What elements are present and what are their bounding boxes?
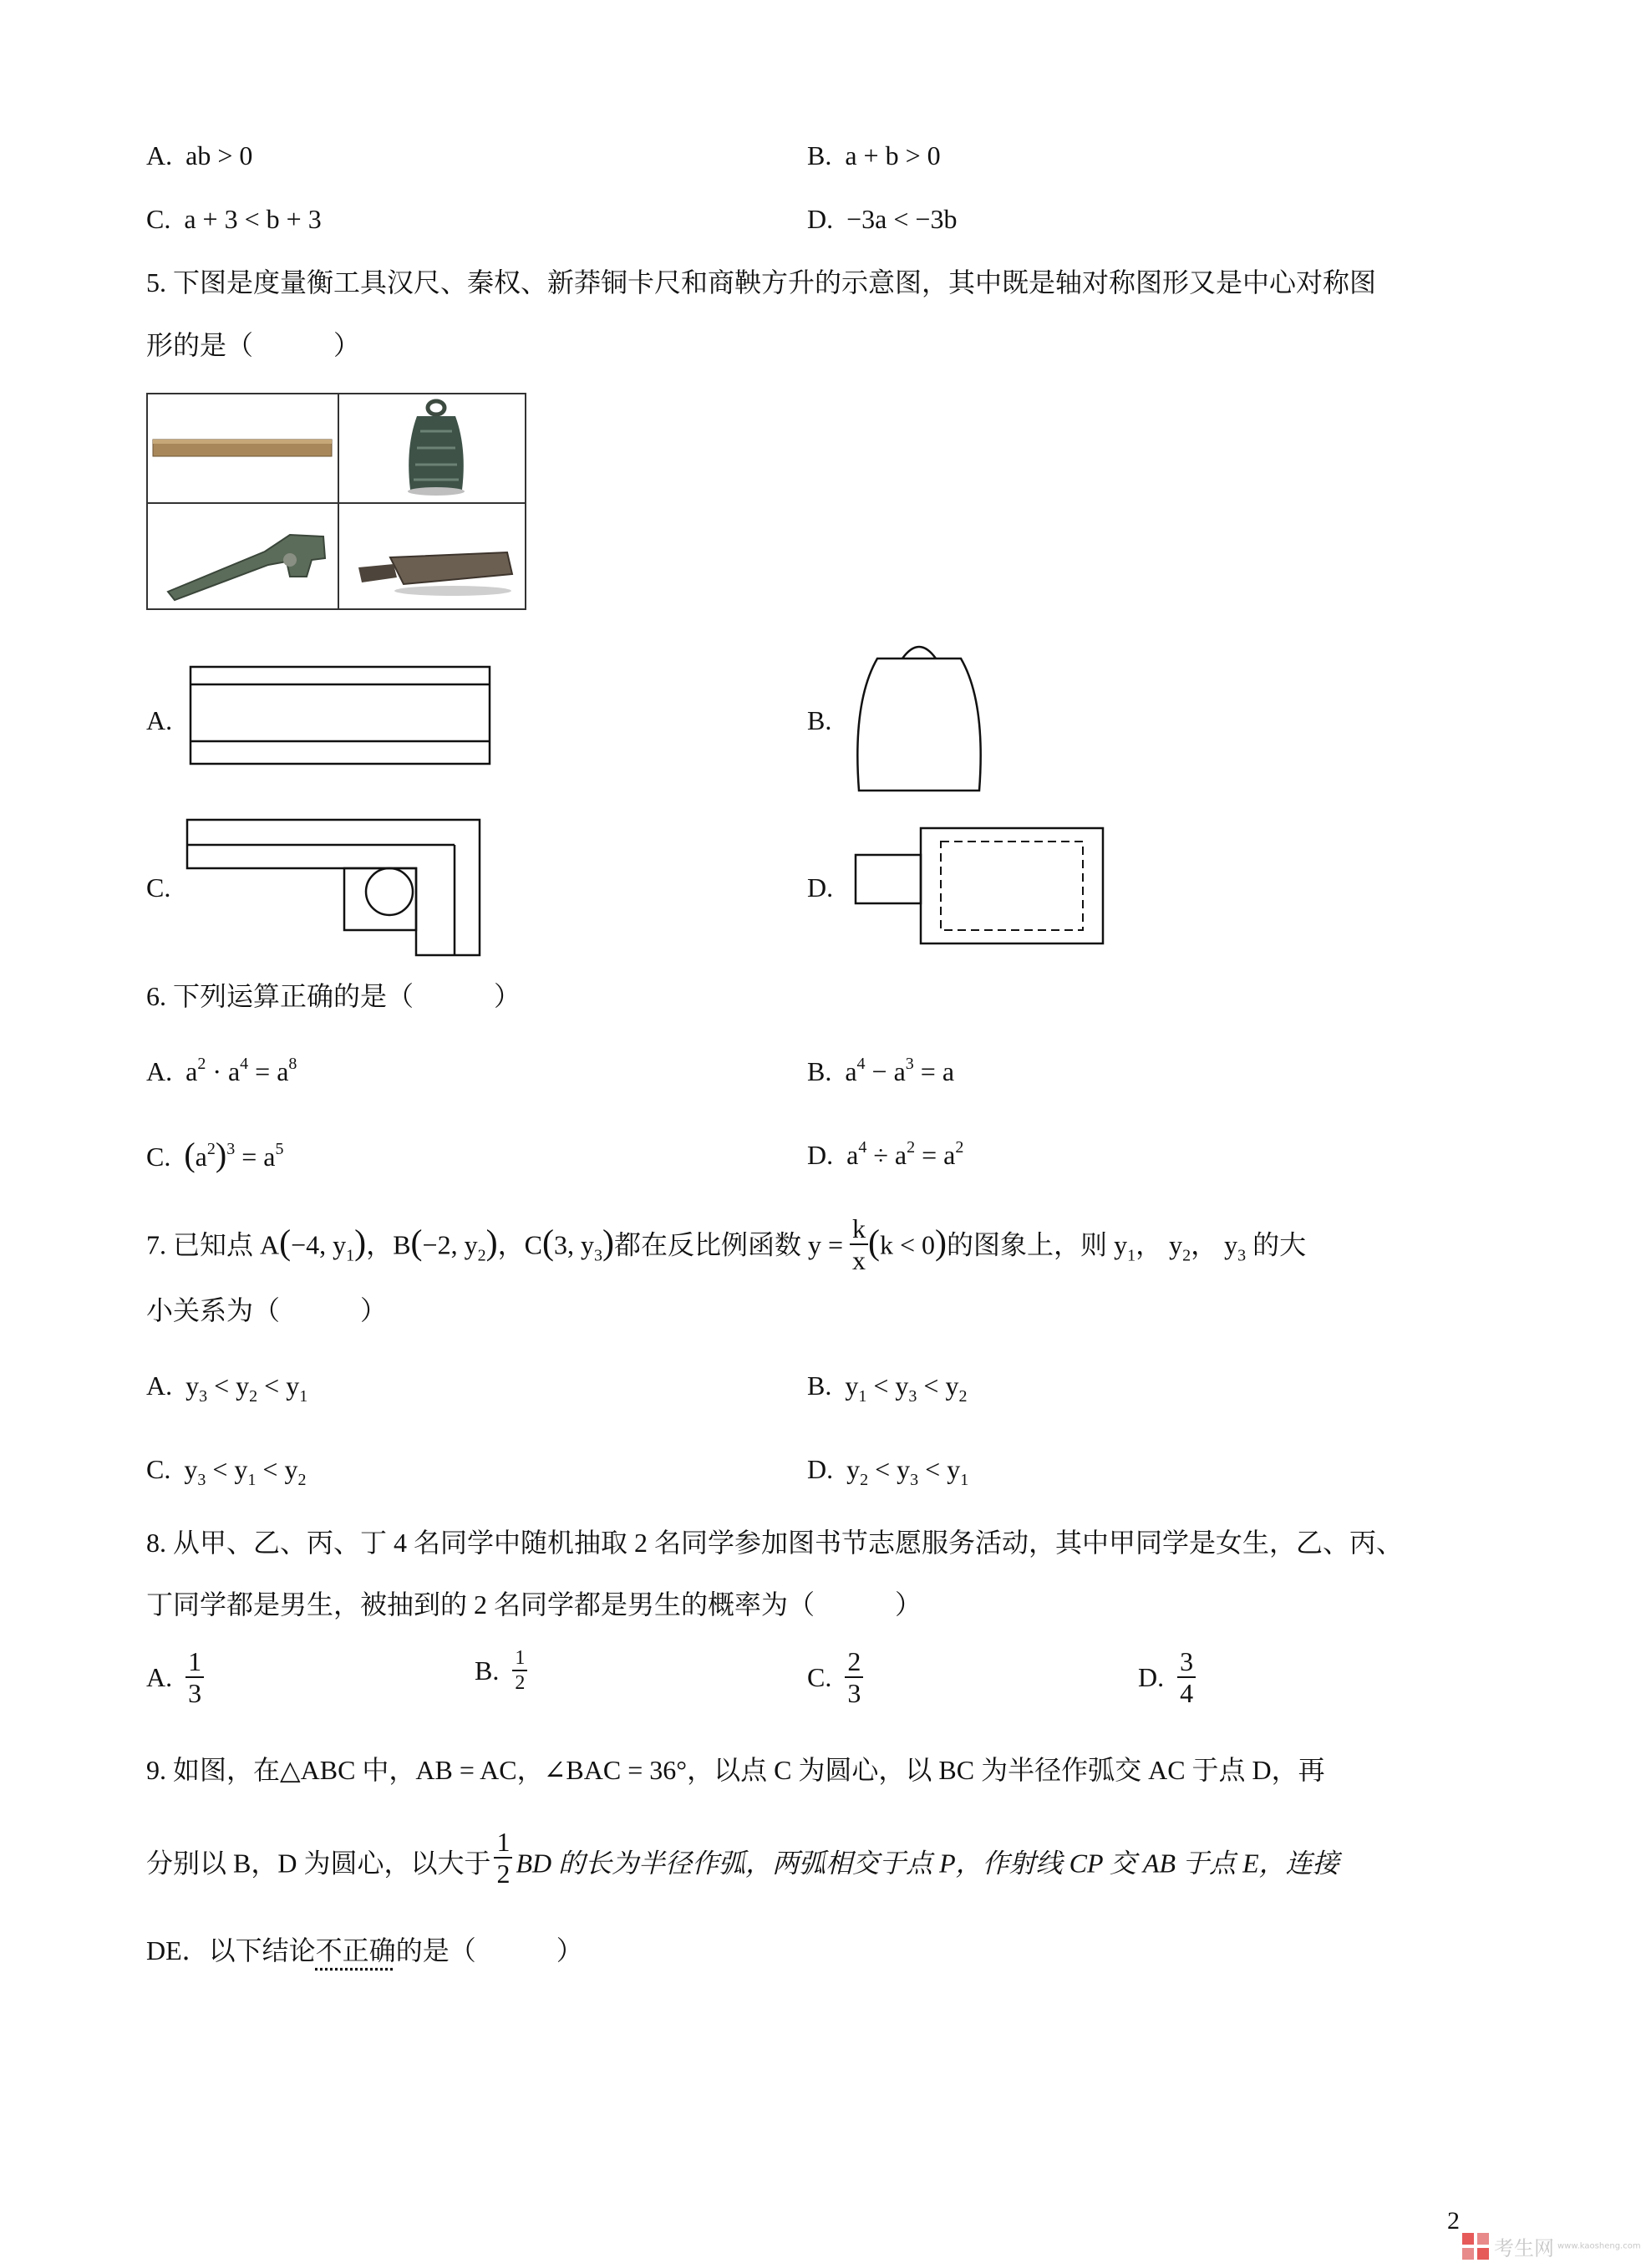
q8-stem-line1: 8. 从甲、乙、丙、丁 4 名同学中随机抽取 2 名同学参加图书节志愿服务活动，其中甲同学是女生，乙、丙、 bbox=[146, 1528, 1404, 1558]
q4-option-a: A. ab > 0 bbox=[146, 140, 253, 170]
q8-option-b: B. $\frac{1}{2}$ bbox=[475, 1648, 527, 1715]
bronze-caliper-photo bbox=[165, 518, 332, 602]
q6-option-b: B. $a^4 - a^3 = a$ bbox=[807, 1055, 955, 1086]
q5-option-a-figure bbox=[190, 666, 492, 766]
q8-stem-line2: 丁同学都是男生，被抽到的 2 名同学都是男生的概率为（ ） bbox=[146, 1589, 922, 1620]
q9-stem-line2: 分别以 B，D 为圆心，以大于 $\frac{1}{2}$ BD 的长为半径作弧，两弧相交于点 P，作射线 CP 交 AB 于点 E，连接 bbox=[146, 1827, 1339, 1889]
q6-option-c: C. $(a^2)^3 = a^5$ bbox=[146, 1136, 284, 1173]
watermark-logo-icon bbox=[1461, 2231, 1491, 2261]
q4-option-b: B. a + b > 0 bbox=[807, 140, 941, 170]
q8-option-a: A. $\frac{1}{3}$ bbox=[146, 1648, 204, 1715]
q5-option-a-label: A. bbox=[146, 705, 173, 735]
q7-stem-line2: 小关系为（ ） bbox=[146, 1295, 388, 1325]
q5-option-b-label: B. bbox=[807, 705, 832, 735]
q5-option-c-figure bbox=[185, 818, 483, 957]
q5-option-c-label: C. bbox=[146, 872, 171, 903]
q5-photo-table bbox=[146, 393, 526, 610]
q4-option-d: D. −3a < −3b bbox=[807, 204, 958, 234]
q9-stem-line1: 9. 如图，在△ABC 中，AB = AC，∠BAC = 36°，以点 C 为圆心，以 BC 为半径作弧交 AC 于点 D，再 bbox=[146, 1755, 1325, 1785]
not-correct-emphasis: 不正确 bbox=[315, 1935, 396, 1965]
q9-stem-line3: DE．以下结论不正确的是（ ） bbox=[146, 1935, 583, 1965]
q7-option-a: A. $y_3 < y_2 < y_1$ bbox=[146, 1370, 308, 1406]
shang-yang-measure-photo bbox=[357, 541, 516, 599]
q7-option-b: B. $y_1 < y_3 < y_2$ bbox=[807, 1370, 968, 1406]
q5-option-d-label: D. bbox=[807, 872, 834, 903]
watermark: 考生网 www.kaosheng.com bbox=[1461, 2231, 1641, 2265]
q6-stem: 6. 下列运算正确的是（ ） bbox=[146, 981, 521, 1011]
q6-option-a: A. $a^2 \cdot a^4 = a^8$ bbox=[146, 1055, 297, 1086]
q5-stem-line2: 形的是（ ） bbox=[146, 330, 361, 360]
q5-option-d-figure bbox=[854, 826, 1106, 947]
q7-stem-line1: 7. 已知点 A(−4, $y_1$)，B(−2, $y_2$)，C(3, $y_3$)都在反比例函数 y = $\frac{k}{x}$ (k < 0)的图象上，则 $y_1$， $y_2$， $y_3$ 的大 bbox=[146, 1213, 1307, 1275]
q8-option-d: D. $\frac{3}{4}$ bbox=[1138, 1648, 1196, 1715]
q6-option-d: D. $a^4 \div a^2 = a^2$ bbox=[807, 1138, 964, 1170]
q8-option-c: C. $\frac{2}{3}$ bbox=[807, 1648, 863, 1715]
qin-weight-photo bbox=[399, 398, 474, 498]
q4-option-c: C. a + 3 < b + 3 bbox=[146, 204, 322, 234]
q7-option-d: D. $y_2 < y_3 < y_1$ bbox=[807, 1454, 969, 1489]
q5-option-b-figure bbox=[852, 635, 986, 794]
q5-stem-line1: 5. 下图是度量衡工具汉尺、秦权、新莽铜卡尺和商鞅方升的示意图，其中既是轴对称图形又是中心对称图 bbox=[146, 267, 1377, 297]
han-ruler-photo bbox=[151, 438, 335, 460]
q7-option-c: C. $y_3 < y_1 < y_2$ bbox=[146, 1454, 307, 1489]
page-number: 2 bbox=[1447, 2207, 1460, 2235]
